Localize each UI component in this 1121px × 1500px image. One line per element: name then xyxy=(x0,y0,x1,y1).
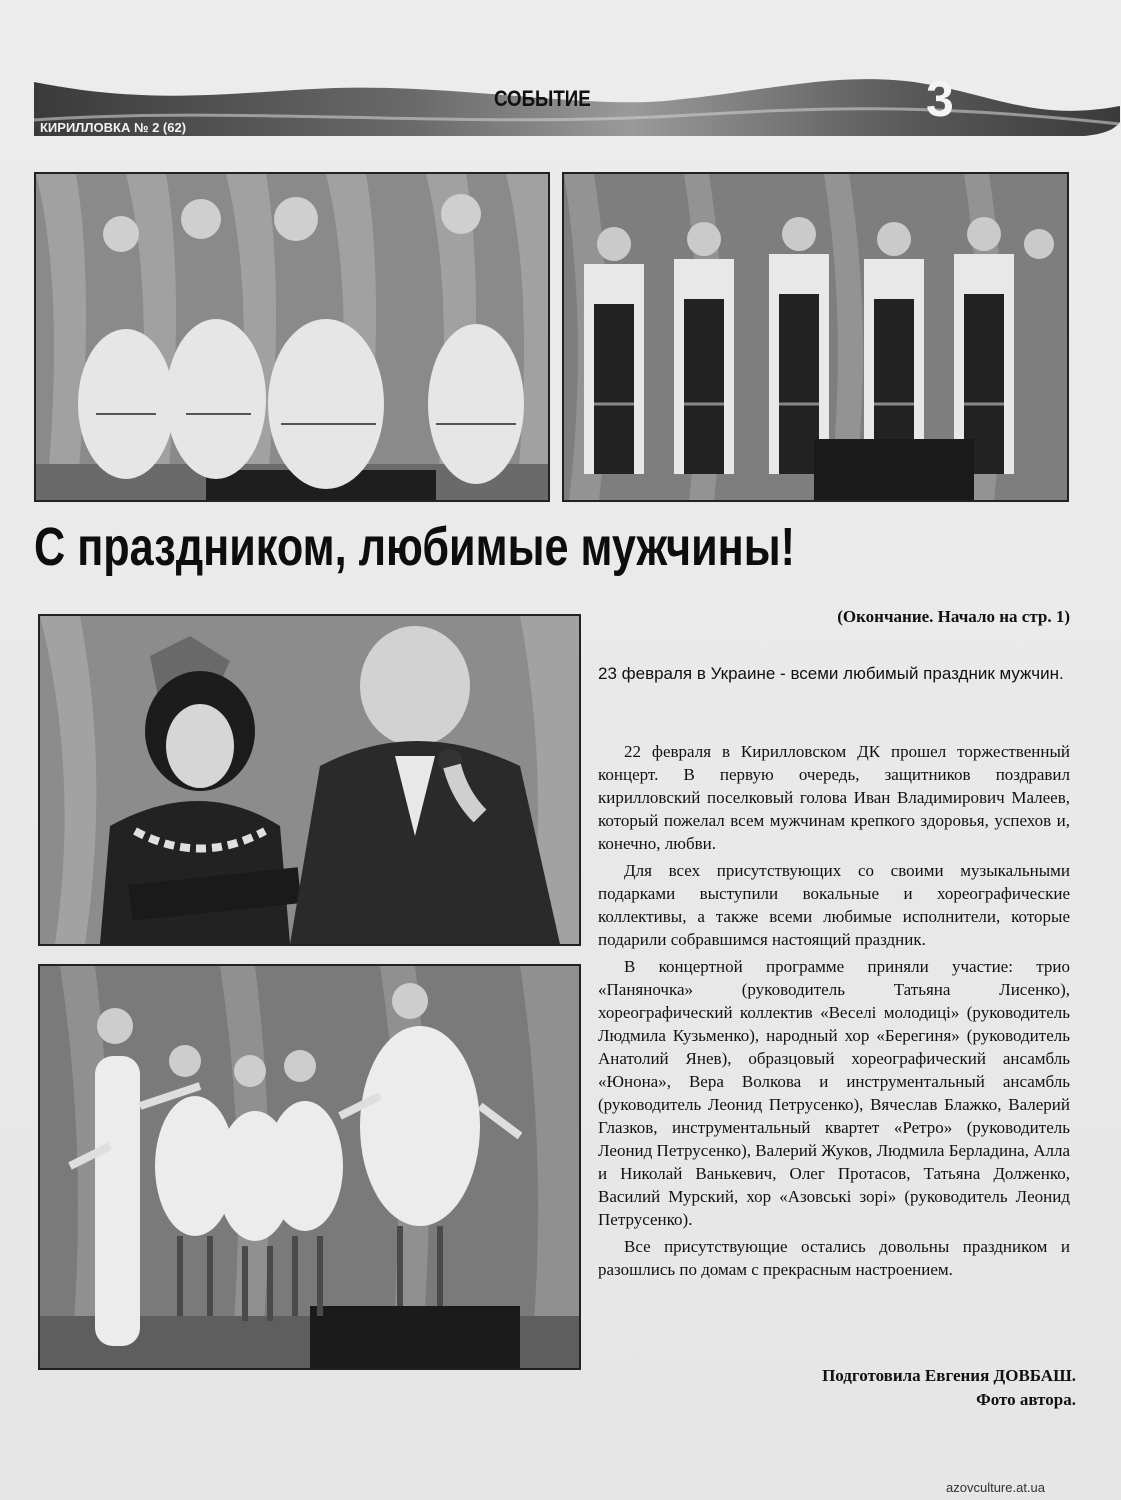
paragraph: Все присутствующие остались довольны праздником и разошлись по домам с прекрасным настроением. xyxy=(598,1237,1070,1279)
paragraph: В концертной программе приняли участие: трио «Паняночка» (руководитель Татьяна Лисенко), хореографический коллектив «Веселі молодиці» (руководитель Людмила Кузьменко), народный хор «Берегиня» (руководитель Анатолий Янев), образцовый хореографический ансамбль «Юнона», Вера Волкова и инструментальный ансамбль (руководитель Леонид Петрусенко), Вячеслав Блажко, Валерий Глазков, инструментальный квартет «Ретро» (руководитель Леонид Петрусенко), Валерий Жуков, Людмила Берладина, Алла и Николай Ванькевич, Олег Протасов, Татьяна Долженко, Василий Мурский, хор «Азовські зорі» (руководитель Леонид Петрусенко). xyxy=(598,957,1071,1229)
headline: С праздником, любимые мужчины! xyxy=(34,517,795,577)
paragraph: 22 февраля в Кирилловском ДК прошел торжественный концерт. В первую очередь, защитников поздравил кирилловский поселковый голова Иван Владимирович Малеев, который пожелал всем мужчинам крепкого здоровья, успехов и, конечно, любви. xyxy=(598,742,1070,853)
paragraph: Для всех присутствующих со своими музыкальными подарками выступили вокальные и хореографические коллективы, а также всеми любимые исполнители, которые подарили собравшимся настоящий праздник. xyxy=(598,861,1070,949)
article-lead: 23 февраля в Украине - всеми любимый праздник мужчин. xyxy=(598,664,1064,683)
photo-choir-folk-costumes xyxy=(562,172,1069,502)
photo-hosts-microphone xyxy=(38,614,581,946)
continuation-note: (Окончание. Начало на стр. 1) xyxy=(837,607,1070,626)
section-title: СОБЫТИЕ xyxy=(494,86,591,111)
signature xyxy=(640,1364,1076,1412)
watermark: azovculture.at.ua xyxy=(946,1480,1046,1495)
author-line: Подготовила Евгения ДОВБАШ. xyxy=(822,1366,1076,1385)
article-body xyxy=(598,740,1070,1285)
photo-dance-ensemble-white xyxy=(38,964,581,1370)
issue-label: КИРИЛЛОВКА № 2 (62) xyxy=(40,120,187,135)
page-number: 3 xyxy=(926,71,954,127)
photo-credit: Фото автора. xyxy=(976,1390,1076,1409)
photo-dancers-kokoshniks xyxy=(34,172,550,502)
